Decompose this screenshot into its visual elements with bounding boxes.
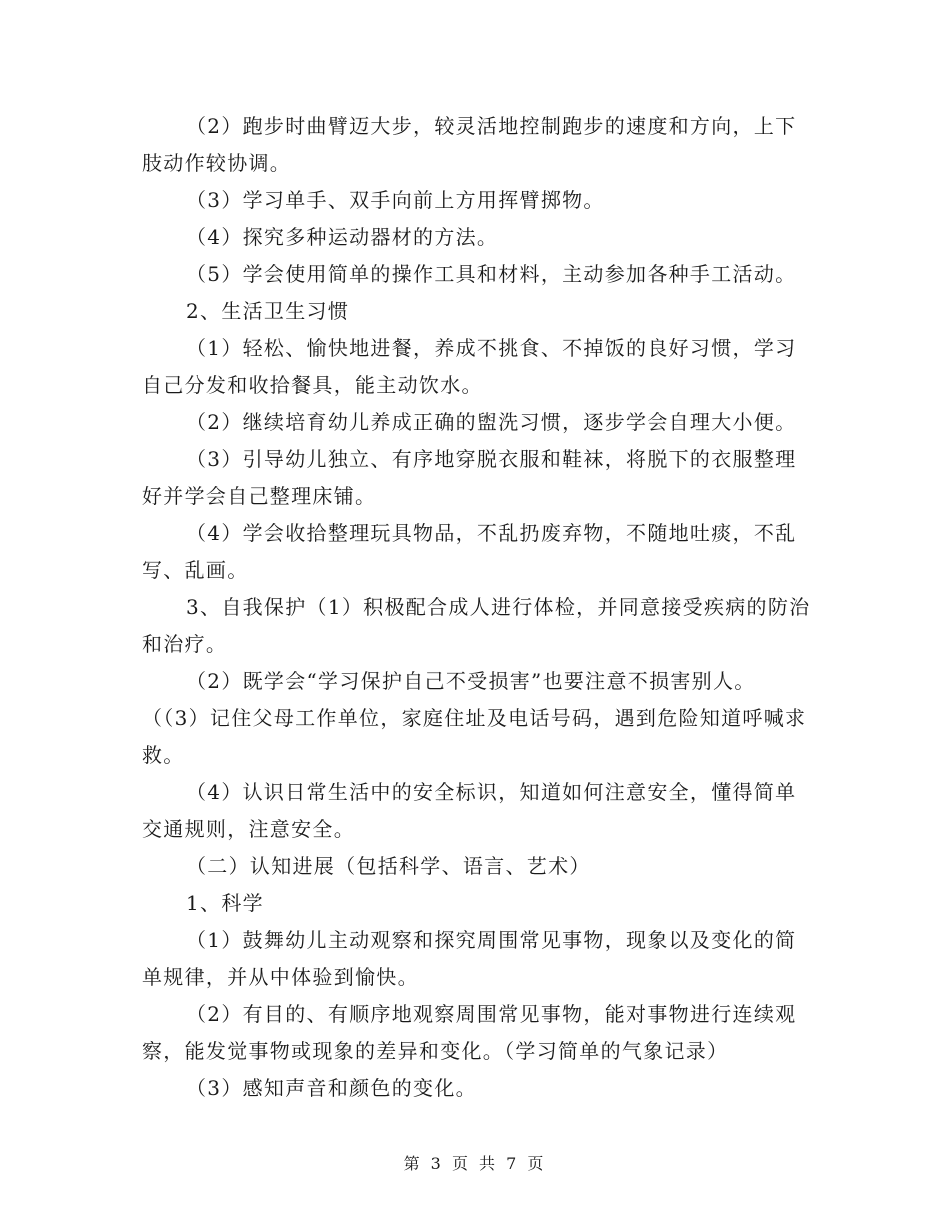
paragraph-5: （1）轻松、愉快地进餐，养成不挑食、不掉饭的良好习惯，学习自己分发和收拾餐具，能主动饮水。: [142, 336, 797, 397]
section-heading-cognition: （二）认知进展（包括科学、语言、艺术）: [186, 854, 591, 878]
page-number-footer: 第 3 页 共 7 页: [403, 1154, 547, 1173]
paragraph-0: （2）跑步时曲臂迈大步，较灵活地控制跑步的速度和方向，上下肢动作较协调。: [142, 114, 797, 175]
paragraph-7: （3）引导幼儿独立、有序地穿脱衣服和鞋袜，将脱下的衣服整理好并学会自己整理床铺。: [142, 447, 797, 508]
paragraph-12: （4）认识日常生活中的安全标识，知道如何注意安全，懂得简单交通规则，注意安全。: [142, 780, 797, 841]
paragraph-10: （2）既学会“学习保护自己不受损害”也要注意不损害别人。: [186, 669, 756, 693]
paragraph-3: （5）学会使用简单的操作工具和材料，主动参加各种手工活动。: [186, 262, 797, 286]
paragraph-6: （2）继续培育幼儿养成正确的盥洗习惯，逐步学会自理大小便。: [186, 410, 797, 434]
paragraph-8: （4）学会收拾整理玩具物品，不乱扔废弃物，不随地吐痰，不乱写、乱画。: [142, 521, 797, 582]
paragraph-16: （2）有目的、有顺序地观察周围常见事物，能对事物进行连续观察，能发觉事物或现象的差异和变化。（学习简单的气象记录）: [142, 1002, 797, 1063]
paragraph-2: （4）探究多种运动器材的方法。: [186, 225, 499, 249]
document-body: [142, 108, 812, 1107]
section-heading-science: 1、科学: [186, 891, 264, 915]
paragraph-11: （（3）记住父母工作单位，家庭住址及电话号码，遇到危险知道呼喊求救。: [142, 706, 807, 767]
paragraph-15: （1）鼓舞幼儿主动观察和探究周围常见事物，现象以及变化的简单规律，并从中体验到愉快。: [142, 928, 797, 989]
paragraph-17: （3）感知声音和颜色的变化。: [186, 1076, 477, 1100]
paragraph-1: （3）学习单手、双手向前上方用挥臂掷物。: [186, 188, 605, 212]
paragraph-9: 3、自我保护（1）积极配合成人进行体检，并同意接受疾病的防治和治疗。: [142, 595, 811, 656]
section-heading-hygiene: 2、生活卫生习惯: [186, 299, 350, 323]
